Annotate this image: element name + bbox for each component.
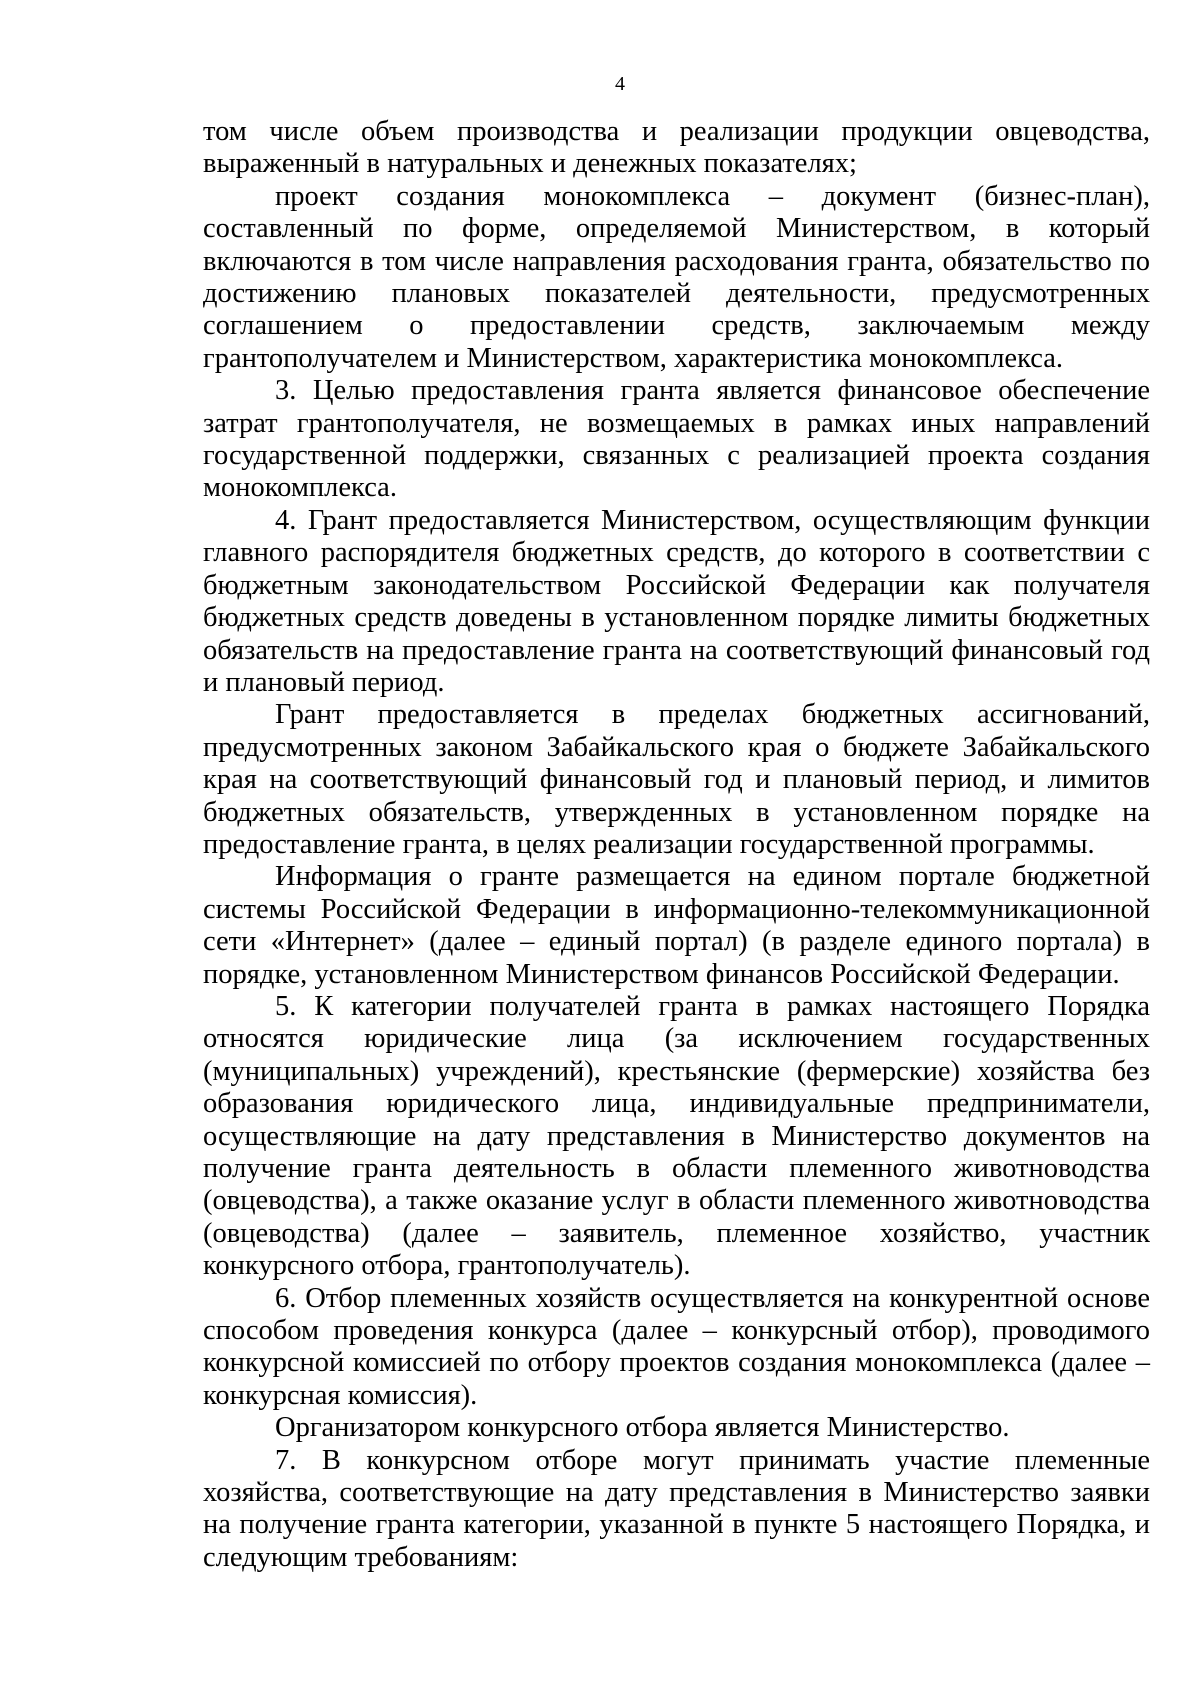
document-body <box>203 116 1150 1574</box>
paragraph-item-7: 7. В конкурсном отборе могут принимать участие племенные хозяйства, соответствующие на дату представления в Министерство заявки на получение гранта категории, указанной в пункте 5 настоящего Порядка, и следующим требованиям: <box>203 1444 1150 1573</box>
paragraph-project-definition: проект создания монокомплекса – документ (бизнес-план), составленный по форме, определяемой Министерством, в который включаются в том числе направления расходования гранта, обязательство по достижению плановых показателей деятельности, предусмотренных соглашением о предоставлении средств, заключаемым между грантополучателем и Министерством, характеристика монокомплекса. <box>203 180 1150 374</box>
paragraph-organizer: Организатором конкурсного отбора является Министерство. <box>275 1412 1010 1444</box>
paragraph-continuation: том числе объем производства и реализации продукции овцеводства, выраженный в натуральных и денежных показателях; <box>203 116 1150 180</box>
page-number: 4 <box>615 73 625 95</box>
paragraph-grant-limits: Грант предоставляется в пределах бюджетных ассигнований, предусмотренных законом Забайкальского края о бюджете Забайкальского края на соответствующий финансовый год и плановый период, и лимитов бюджетных обязательств, утвержденных в установленном порядке на предоставление гранта, в целях реализации государственной программы. <box>203 699 1150 860</box>
paragraph-grant-information: Информация о гранте размещается на едином портале бюджетной системы Российской Федерации в информационно-телекоммуникационной сети «Интернет» (далее – единый портал) (в разделе единого портала) в порядке, установленном Министерством финансов Российской Федерации. <box>203 861 1150 990</box>
paragraph-item-5: 5. К категории получателей гранта в рамках настоящего Порядка относятся юридические лица (за исключением государственных (муниципальных) учреждений), крестьянские (фермерские) хозяйства без образования юридического лица, индивидуальные предприниматели, осуществляющие на дату представления в Министерство документов на получение гранта деятельность в области племенного животноводства (овцеводства), а также оказание услуг в области племенного животноводства (овцеводства) (далее – заявитель, племенное хозяйство, участник конкурсного отбора, грантополучатель). <box>203 990 1150 1282</box>
paragraph-item-4: 4. Грант предоставляется Министерством, осуществляющим функции главного распорядителя бюджетных средств, до которого в соответствии с бюджетным законодательством Российской Федерации как получателя бюджетных средств доведены в установленном порядке лимиты бюджетных обязательств на предоставление гранта на соответствующий финансовый год и плановый период. <box>203 504 1150 698</box>
paragraph-item-3: 3. Целью предоставления гранта является финансовое обеспечение затрат грантополучателя, не возмещаемых в рамках иных направлений государственной поддержки, связанных с реализацией проекта создания монокомплекса. <box>203 375 1150 504</box>
paragraph-item-6: 6. Отбор племенных хозяйств осуществляется на конкурентной основе способом проведения конкурса (далее – конкурсный отбор), проводимого конкурсной комиссией по отбору проектов создания монокомплекса (далее – конкурсная комиссия). <box>203 1282 1150 1411</box>
